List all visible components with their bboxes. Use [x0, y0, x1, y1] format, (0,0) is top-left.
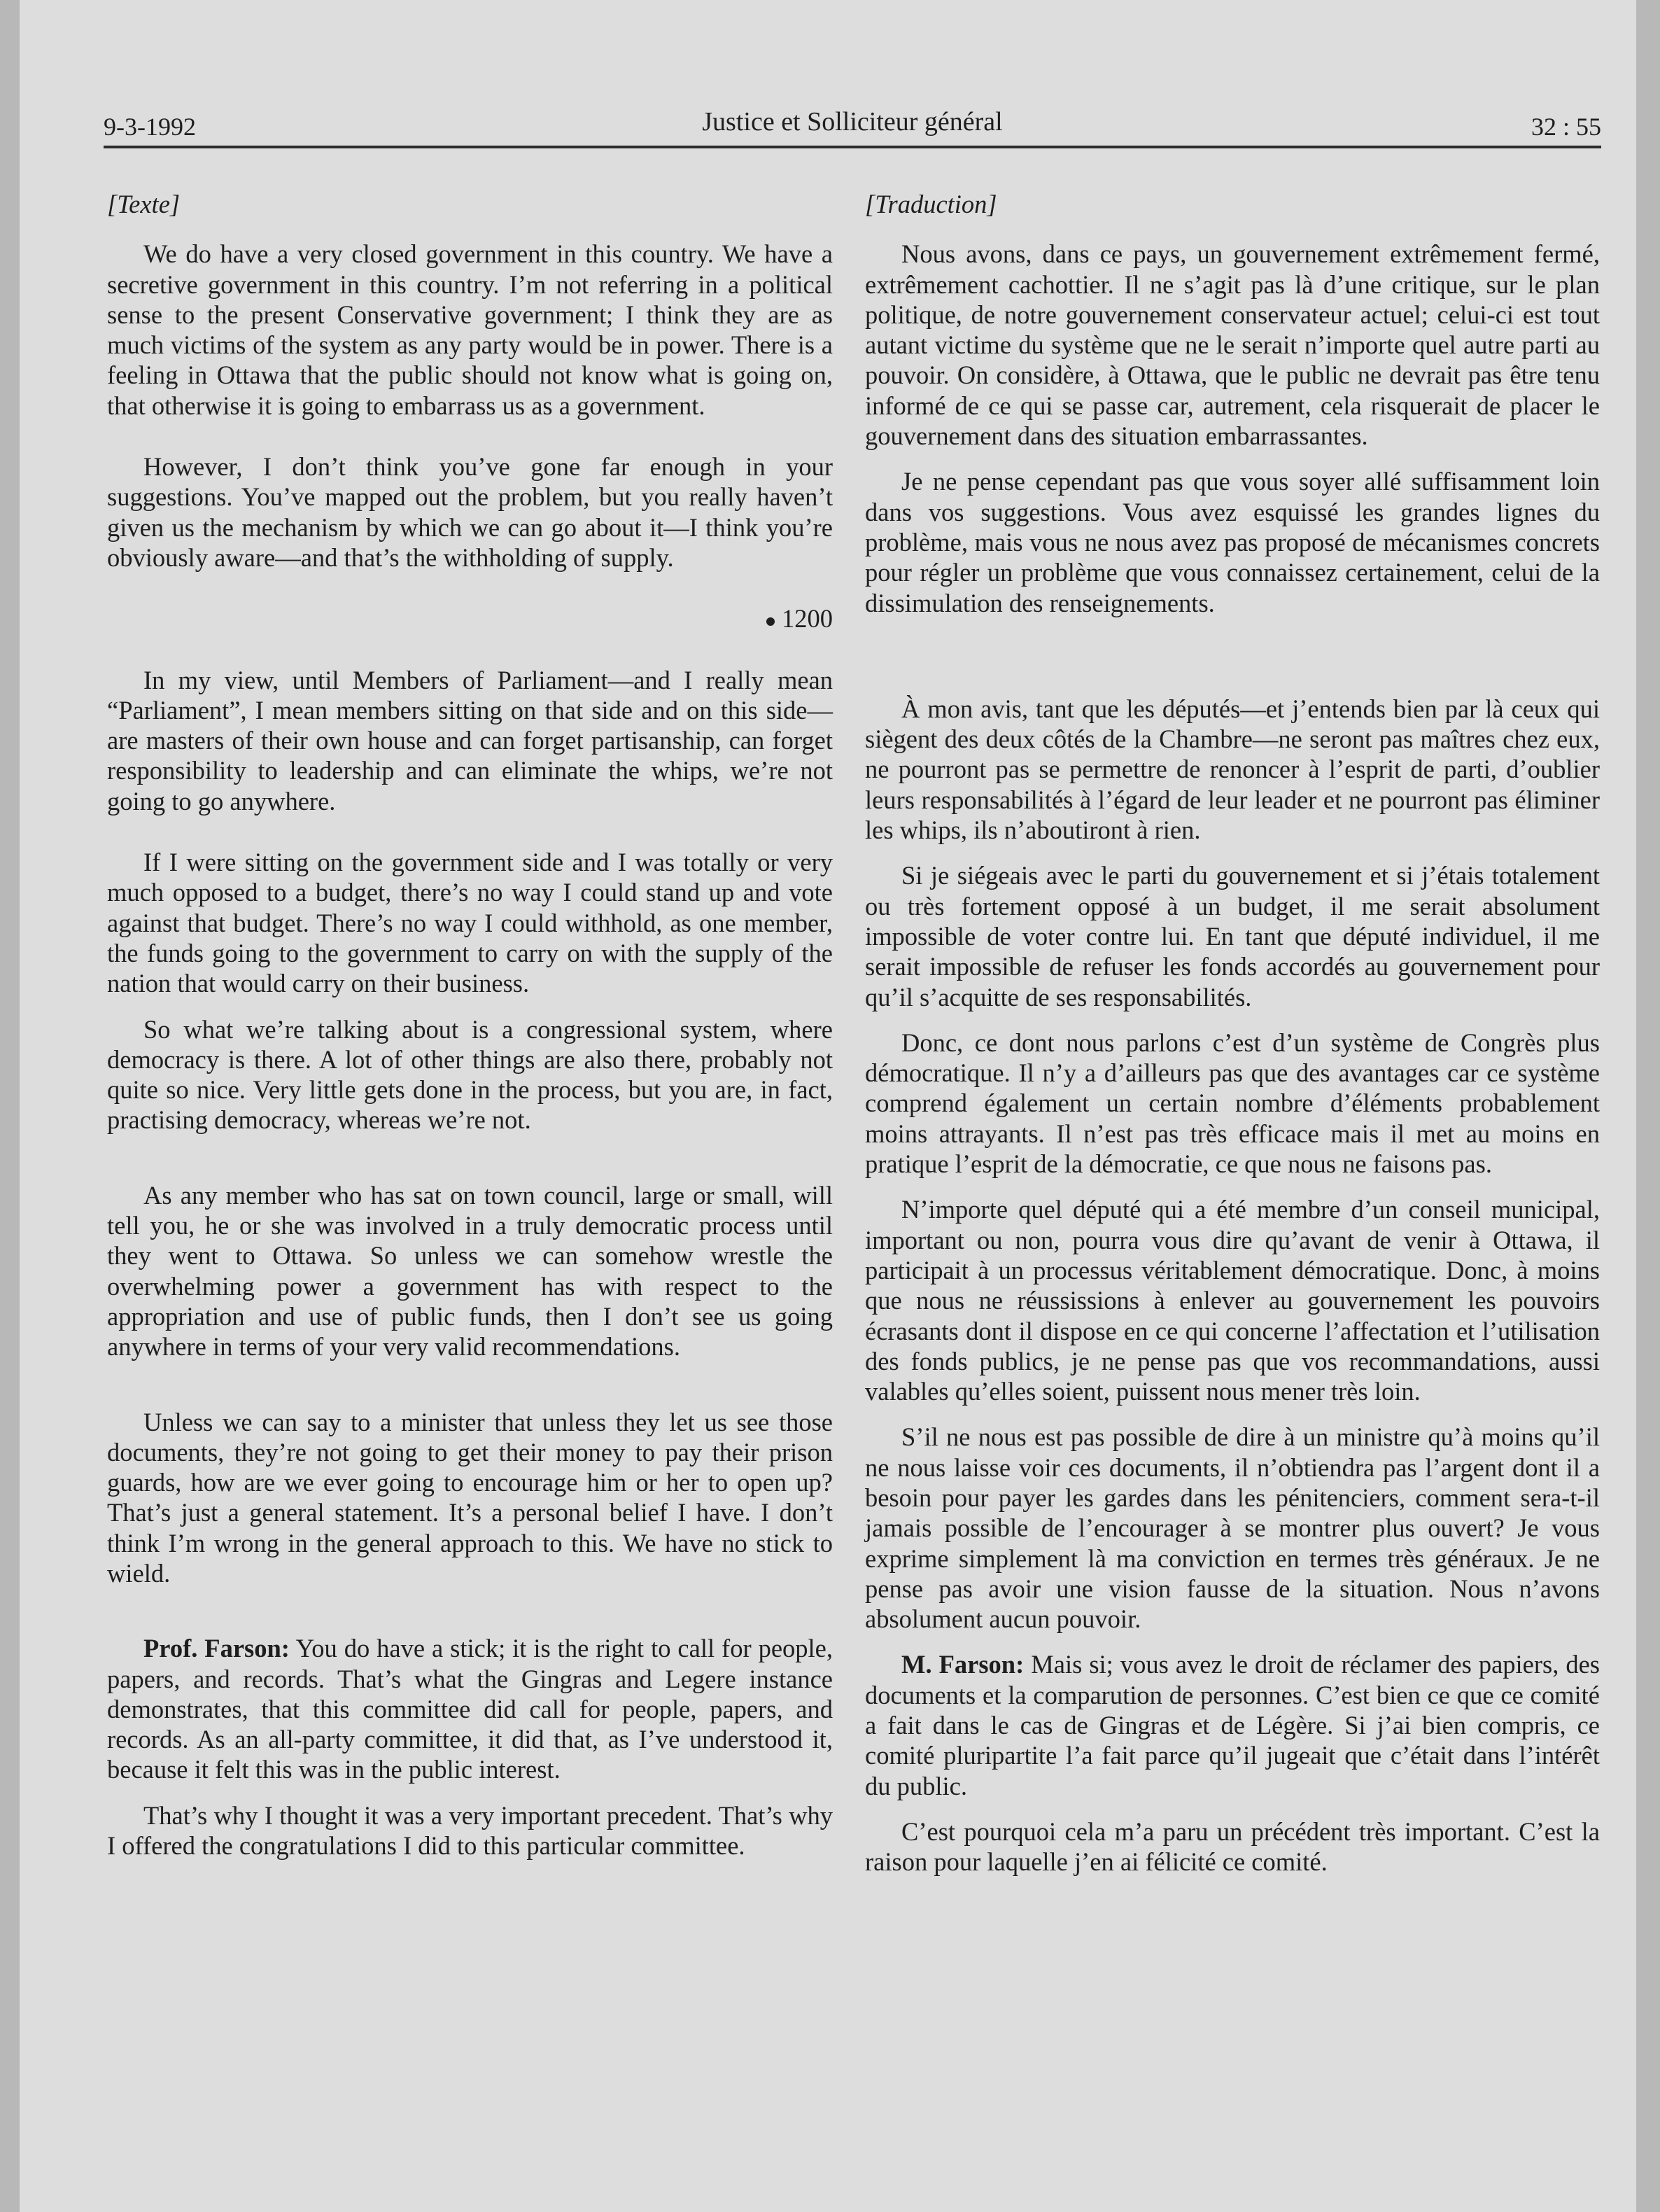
paragraph: N’importe quel député qui a été membre d’un conseil municipal, important ou non, pourra vous dire qu’avant de venir à Ottawa, il participait à un processus véritablement démocratique. Donc, à moins que nous ne réussissions à enlever au gouvernement les pouvoirs écrasants dont il dispose en ce qui concerne l’affectation et l’utilisation des fonds publics, je ne pense pas que vos recommandations, aussi valables qu’elles soient, puissent nous mener très loin. [865, 1195, 1600, 1406]
speaker-name: Prof. Farson: [143, 1634, 290, 1663]
speaker-name: M. Farson: [901, 1650, 1025, 1679]
french-column [865, 189, 1600, 1877]
paragraph: À mon avis, tant que les députés—et j’entends bien par là ceux qui siègent des deux côtés de la Chambre—ne seront pas maîtres chez eux, ne pourront pas se permettre de renoncer à l’esprit de parti, d’oublier leurs responsabilités à l’égard de leur leader et ne pourront pas éliminer les whips, ils n’aboutiront à rien. [865, 694, 1600, 845]
section-tag-texte: [Texte] [107, 190, 181, 218]
header-page-number: 32 : 55 [1531, 113, 1601, 141]
paragraph: If I were sitting on the government side and I was totally or very much opposed to a budget, there’s no way I could stand up and vote against that budget. There’s no way I could withhold, as one member, the funds going to the government to carry on with the supply of the nation that would carry on their business. [107, 848, 833, 998]
time-marker-value: 1200 [782, 604, 833, 634]
paragraph: S’il ne nous est pas possible de dire à un ministre qu’à moins qu’il ne nous laisse voir ces documents, il n’obtiendra pas l’argent dont il a besoin pour payer les gardes dans les pénitenciers, comment sera-t-il jamais possible de l’encourager à se montrer plus ouvert? Je vous exprime simplement là ma conviction en termes très généraux. Je ne pense pas avoir une vision fausse de la situation. Nous n’avons absolument aucun pouvoir. [865, 1422, 1600, 1634]
paragraph: C’est pourquoi cela m’a paru un précédent très important. C’est la raison pour laquelle j’en ai félicité ce comité. [865, 1816, 1600, 1877]
english-column [107, 189, 833, 1861]
section-tag-traduction: [Traduction] [865, 190, 997, 218]
header-title: Justice et Solliciteur général [702, 107, 1003, 136]
paragraph: Unless we can say to a minister that unless they let us see those documents, they’re not going to get their money to pay their prison guards, how are we ever going to encourage him or her to open up? That’s just a general statement. It’s a personal belief I have. I don’t think I’m wrong in the general approach to this. We have no stick to wield. [107, 1407, 833, 1588]
paragraph-text: You do have a stick; it is the right to call for people, papers, and records. That’s what the Gingras and Legere instance demonstrates, that this committee did call for people, papers, and records. As an all-party committee, it did that, as I’ve understood it, because it felt this was in the public interest. [107, 1634, 833, 1784]
paragraph: So what we’re talking about is a congressional system, where democracy is there. A lot of other things are also there, probably not quite so nice. Very little gets done in the process, but you are, in fact, practising democracy, whereas we’re not. [107, 1014, 833, 1135]
paragraph: Donc, ce dont nous parlons c’est d’un système de Congrès plus démocratique. Il n’y a d’ailleurs pas que des avantages car ce système comprend également un certain nombre d’éléments probablement moins attrayants. Il n’est pas très efficace mais il met au moins en pratique l’esprit de la démocratie, ce que nous ne faisons pas. [865, 1028, 1600, 1179]
paragraph: We do have a very closed government in this country. We have a secretive government in this country. I’m not referring in a political sense to the present Conservative government; I think they are as much victims of the system as any party would be in power. There is a feeling in Ottawa that the public should not know what is going on, that otherwise it is going to embarrass us as a government. [107, 239, 833, 420]
time-marker [107, 603, 833, 634]
paragraph: Je ne pense cependant pas que vous soyer allé suffisamment loin dans vos suggestions. Vous avez esquissé les grandes lignes du problème, mais vous ne nous avez pas proposé de mécanismes concrets pour régler un problème que vous connaissez certainement, celui de la dissimulation des renseignements. [865, 467, 1600, 617]
paragraph: Si je siégeais avec le parti du gouvernement et si j’étais totalement ou très fortement opposé à un budget, il me serait absolument impossible de voter contre lui. En tant que député individuel, il me serait impossible de refuser les fonds accordés au gouvernement pour qu’il s’acquitte de ses responsabilités. [865, 861, 1600, 1011]
paragraph: However, I don’t think you’ve gone far enough in your suggestions. You’ve mapped out the problem, but you really haven’t given us the mechanism by which we can go about it—I think you’re obviously aware—and that’s the withholding of supply. [107, 452, 833, 572]
paragraph: In my view, until Members of Parliament—and I really mean “Parliament”, I mean members sitting on that side and on this side—are masters of their own house and can forget partisanship, can forget responsibility to leadership and can eliminate the whips, we’re not going to go anywhere. [107, 665, 833, 816]
paragraph-text: Mais si; vous avez le droit de réclamer des papiers, des documents et la comparution de personnes. C’est bien ce que ce comité a fait dans le cas de Gingras et de Légère. Si j’ai bien compris, ce comité pluripartite l’a fait parce qu’il jugeait que c’était dans l’intérêt du public. [865, 1650, 1601, 1800]
paragraph: As any member who has sat on town council, large or small, will tell you, he or she was involved in a truly democratic process until they went to Ottawa. So unless we can somehow wrestle the overwhelming power a government has with respect to the appropriation and use of public funds, then I don’t see us going anywhere in terms of your very valid recommendations. [107, 1180, 833, 1362]
document-page [20, 0, 1636, 2212]
paragraph: That’s why I thought it was a very important precedent. That’s why I offered the congratulations I did to this particular committee. [107, 1800, 833, 1861]
header-date: 9-3-1992 [104, 113, 196, 141]
bullet-icon [766, 617, 775, 626]
page-header [104, 104, 1601, 148]
paragraph [107, 1633, 833, 1784]
paragraph: Nous avons, dans ce pays, un gouvernement extrêmement fermé, extrêmement cachottier. Il ne s’agit pas là d’une critique, sur le plan politique, de notre gouvernement conservateur actuel; celui-ci est tout autant victime du système que ne le serait n’importe quel autre parti au pouvoir. On considère, à Ottawa, que le public ne devrait pas être tenu informé de ce qui se passe car, autrement, cela risquerait de placer le gouvernement dans des situation embarrassantes. [865, 239, 1600, 451]
paragraph [865, 1649, 1600, 1800]
